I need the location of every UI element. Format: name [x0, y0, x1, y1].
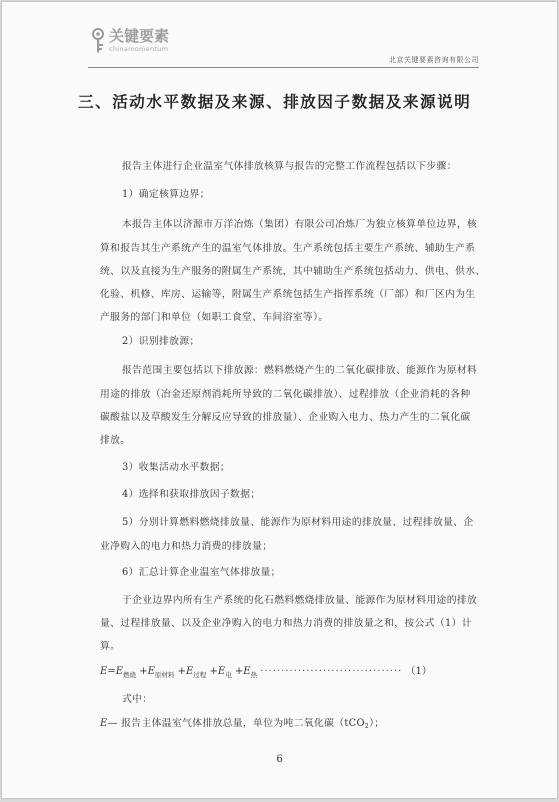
step-6: 6）汇总计算企业温室气体排放量；: [122, 567, 281, 578]
paragraph-line: 业净购入的电力和热力消费的排放量；: [100, 541, 273, 552]
formula-subscript: 燃烧: [123, 671, 137, 679]
paragraph-line: 本报告主体以济源市万洋冶炼（集团）有限公司冶炼厂为独立核算单位边界，核: [122, 219, 478, 230]
section-heading: 三、活动水平数据及来源、排放因子数据及来源说明: [78, 93, 472, 111]
formula-term: E: [243, 666, 251, 677]
paragraph-line: 报告主体进行企业温室气体排放核算与报告的完整工作流程包括以下步骤：: [122, 161, 457, 172]
step-3: 3）收集活动水平数据；: [122, 462, 231, 473]
formula-plus: +: [139, 666, 148, 677]
formula-plus: +: [209, 666, 218, 677]
definition-line: [100, 715, 384, 730]
formula-equals: =: [107, 666, 116, 677]
formula-term: E: [185, 666, 194, 677]
formula-subscript: 热: [250, 671, 258, 679]
document-page: [2, 2, 557, 798]
formula-term: E: [217, 666, 226, 677]
step-2: 2）识别排放源；: [122, 336, 200, 347]
definition-subscript: 2: [364, 723, 370, 730]
definition-text: 报告主体温室气体排放总量，单位为吨二氧化碳（tCO: [121, 718, 365, 729]
formula-subscript: 原材料: [154, 671, 175, 679]
page-number: 6: [276, 754, 283, 765]
paragraph-line: 量、过程排放量、以及企业净购入的电力和热力消费的排放量之和，按公式（1）计: [100, 618, 472, 629]
formula-subscript: 过程: [193, 671, 207, 679]
step-4: 4）选择和获取排放因子数据；: [122, 489, 261, 500]
paragraph-line: 排放。: [100, 435, 131, 446]
company-logo: [90, 28, 169, 54]
logo-english-text: chinamomentum: [109, 45, 169, 53]
paragraph-line: 于企业边界内所有生产系统的化石燃料燃烧排放量、能源作为原材料用途的排放: [122, 595, 478, 606]
paragraph-line: 碳酸盐以及草酸发生分解反应导致的排放量）、企业购入电力、热力产生的二氧化碳: [100, 412, 471, 423]
logo-chinese-text: 关键要素: [109, 27, 170, 45]
paragraph-line: 产服务的部门和单位（如职工食堂、车间浴室等）。: [100, 312, 329, 323]
step-5: 5）分别计算燃料燃烧排放量、能源作为原材料用途的排放量、过程排放量、企: [122, 517, 474, 528]
key-logo-icon: [90, 28, 106, 54]
where-label: 式中：: [122, 694, 153, 705]
formula-number: （1）: [405, 666, 432, 677]
definition-dash: —: [107, 718, 118, 729]
paragraph-line: 化验、机修、库房、运输等，附属生产系统包括生产指挥系统（厂部）和厂区内为生: [100, 289, 476, 300]
formula-plus: +: [234, 666, 244, 677]
formula-term: E: [115, 666, 124, 677]
step-1: 1）确定核算边界；: [122, 189, 210, 200]
paragraph-line: 算和报告其生产系统产生的温室气体排放。生产系统包括主要生产系统、辅助生产系: [100, 243, 476, 254]
formula-leader-dots: ··································: [260, 666, 403, 677]
formula-plus: +: [177, 666, 186, 677]
company-name: 北京关键要素咨询有限公司: [389, 56, 479, 64]
paragraph-line: 用途的排放（冶金还原剂消耗所导致的二氧化碳排放）、过程排放（企业消耗的各种: [100, 389, 471, 400]
paragraph-line: 报告范围主要包括以下排放源：燃料燃烧产生的二氧化碳排放、能源作为原材料: [122, 365, 478, 376]
definition-symbol: E: [100, 718, 108, 729]
paragraph-line: 算。: [100, 641, 121, 652]
header-divider: [88, 67, 479, 68]
emission-formula: [100, 662, 432, 679]
definition-close: ）；: [369, 718, 385, 729]
formula-lhs: E: [100, 666, 108, 677]
formula-subscript: 电: [225, 671, 232, 679]
paragraph-line: 统、以及直接为生产服务的附属生产系统，其中辅助生产系统包括动力、供电、供水、: [100, 266, 486, 277]
formula-term: E: [147, 666, 155, 677]
